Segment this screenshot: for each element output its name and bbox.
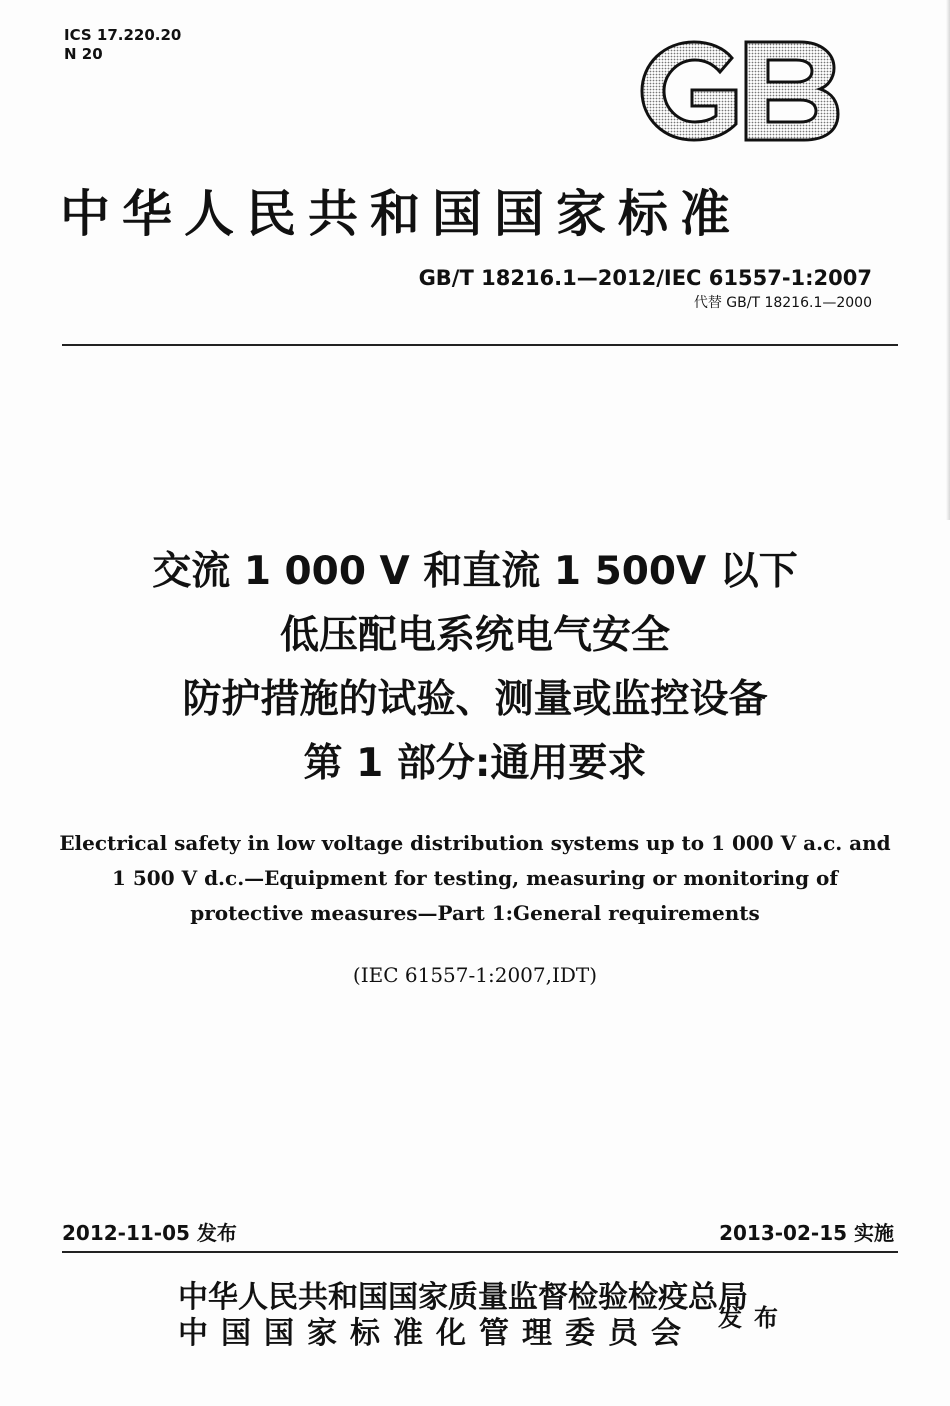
replaces-standard: 代替 GB/T 18216.1—2000 xyxy=(693,295,872,311)
issuing-authorities xyxy=(178,1280,748,1352)
chinese-title-line: 第 1 部分:通用要求 xyxy=(303,741,647,786)
chinese-title-line: 防护措施的试验、测量或监控设备 xyxy=(182,677,768,722)
ccs-code: N 20 xyxy=(64,45,103,63)
equivalence-note: (IEC 61557-1:2007,IDT) xyxy=(352,963,598,987)
implementation-date: 2013-02-15 实施 xyxy=(719,1221,894,1245)
english-title-line: Electrical safety in low voltage distribution systems up to 1 000 V a.c. and xyxy=(59,831,891,855)
standard-number: GB/T 18216.1—2012/IEC 61557-1:2007 xyxy=(418,266,872,290)
issuer-sac: 中国国家标准化管理委员会 xyxy=(178,1316,694,1351)
chinese-title xyxy=(0,540,950,796)
gb-logo-b-shape xyxy=(746,42,838,140)
english-title-line: 1 500 V d.c.—Equipment for testing, measuring or monitoring of xyxy=(112,866,838,890)
english-title-line: protective measures—Part 1:General requirements xyxy=(190,901,760,925)
gb-logo xyxy=(640,40,840,142)
national-standard-heading: 中华人民共和国国家标准 xyxy=(60,185,742,243)
gb-logo-g-shape xyxy=(642,42,736,140)
standard-number-block xyxy=(419,266,872,312)
classification-codes xyxy=(64,26,181,64)
ics-code: ICS 17.220.20 xyxy=(64,26,182,44)
publish-label: 发布 xyxy=(718,1304,790,1332)
bottom-divider xyxy=(62,1251,898,1253)
chinese-title-line: 低压配电系统电气安全 xyxy=(279,613,670,658)
issue-date: 2012-11-05 发布 xyxy=(62,1221,237,1245)
scan-edge-shadow xyxy=(946,0,950,520)
top-divider xyxy=(62,344,898,346)
english-title xyxy=(0,826,950,931)
issuer-aqsiq: 中华人民共和国国家质量监督检验检疫总局 xyxy=(178,1280,748,1315)
chinese-title-line: 交流 1 000 V 和直流 1 500V 以下 xyxy=(152,549,798,594)
